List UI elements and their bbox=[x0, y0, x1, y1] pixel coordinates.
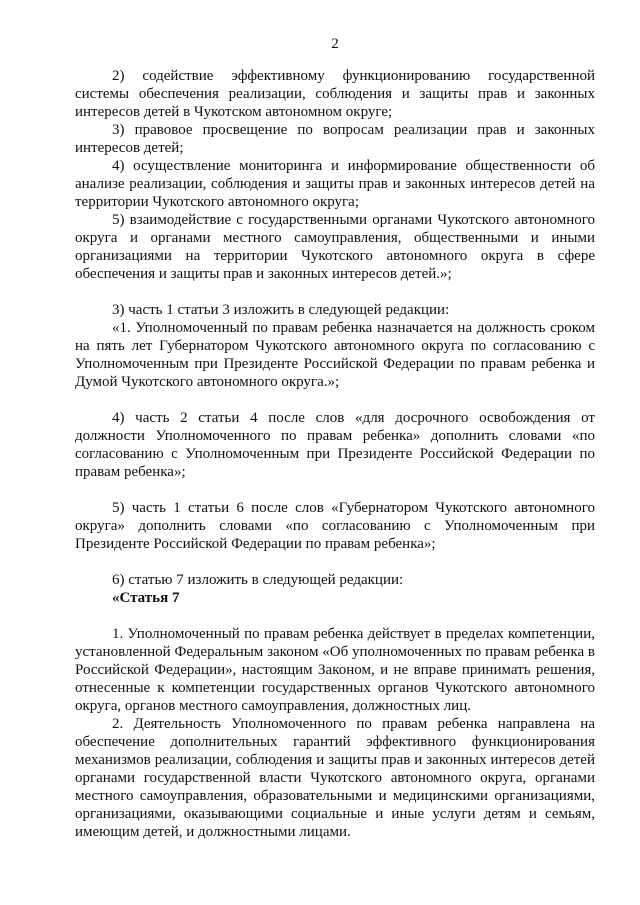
amendment-3-intro: 3) часть 1 статьи 3 изложить в следующей редакции: bbox=[112, 302, 450, 318]
article-7-part-1: 1. Уполномоченный по правам ребенка действует в пределах компетенции, установленной Федеральным законом «Об уполномоченных по правам ребенка в Российской Федерации», настоящим Законом, и не вправе принимать решения, отнесенные к компетенции государственных органов Чукотского автономного округа, органов местного самоуправления, должностных лиц. bbox=[75, 626, 595, 714]
paragraph-item-3: 3) правовое просвещение по вопросам реализации прав и законных интересов детей; bbox=[75, 122, 595, 156]
amendment-6-intro: 6) статью 7 изложить в следующей редакции: bbox=[112, 572, 404, 588]
article-7-part-2: 2. Деятельность Уполномоченного по правам ребенка направлена на обеспечение дополнительных гарантий эффективного функционирования механизмов реализации, соблюдения и защиты прав и законных интересов детей органами государственной власти Чукотского автономного округа, органами местного самоуправления, образовательными и медицинскими организациями, организациями, оказывающими социальные и иные услуги детям и семьям, имеющим детей, и должностными лицами. bbox=[75, 716, 595, 840]
paragraph-item-4: 4) осуществление мониторинга и информирование общественности об анализе реализации, соблюдения и защиты прав и законных интересов детей на территории Чукотского автономного округа; bbox=[75, 158, 595, 210]
paragraph-item-2: 2) содействие эффективному функционированию государственной системы обеспечения реализации, соблюдения и защиты прав и законных интересов детей в Чукотском автономном округе; bbox=[75, 68, 595, 120]
paragraph-item-5: 5) взаимодействие с государственными органами Чукотского автономного округа и органами местного самоуправления, общественными и иными организациями на территории Чукотского автономного округа в сфере обеспечения и защиты прав и законных интересов детей.»; bbox=[75, 212, 595, 282]
article-7-heading: «Статья 7 bbox=[112, 590, 180, 606]
amendment-4: 4) часть 2 статьи 4 после слов «для досрочного освобождения от должности Уполномоченного по правам ребенка» дополнить словами «по согласованию с Уполномоченным при Президенте Российской Федерации по правам ребенка»; bbox=[75, 410, 595, 480]
page-number: 2 bbox=[331, 36, 339, 52]
amendment-3-text: «1. Уполномоченный по правам ребенка назначается на должность сроком на пять лет Губернатором Чукотского автономного округа по согласованию с Уполномоченным при Президенте Российской Федерации по правам ребенка и Думой Чукотского автономного округа.»; bbox=[75, 320, 595, 390]
amendment-5: 5) часть 1 статьи 6 после слов «Губернатором Чукотского автономного округа» дополнить словами «по согласованию с Уполномоченным при Президенте Российской Федерации по правам ребенка»; bbox=[75, 500, 595, 552]
